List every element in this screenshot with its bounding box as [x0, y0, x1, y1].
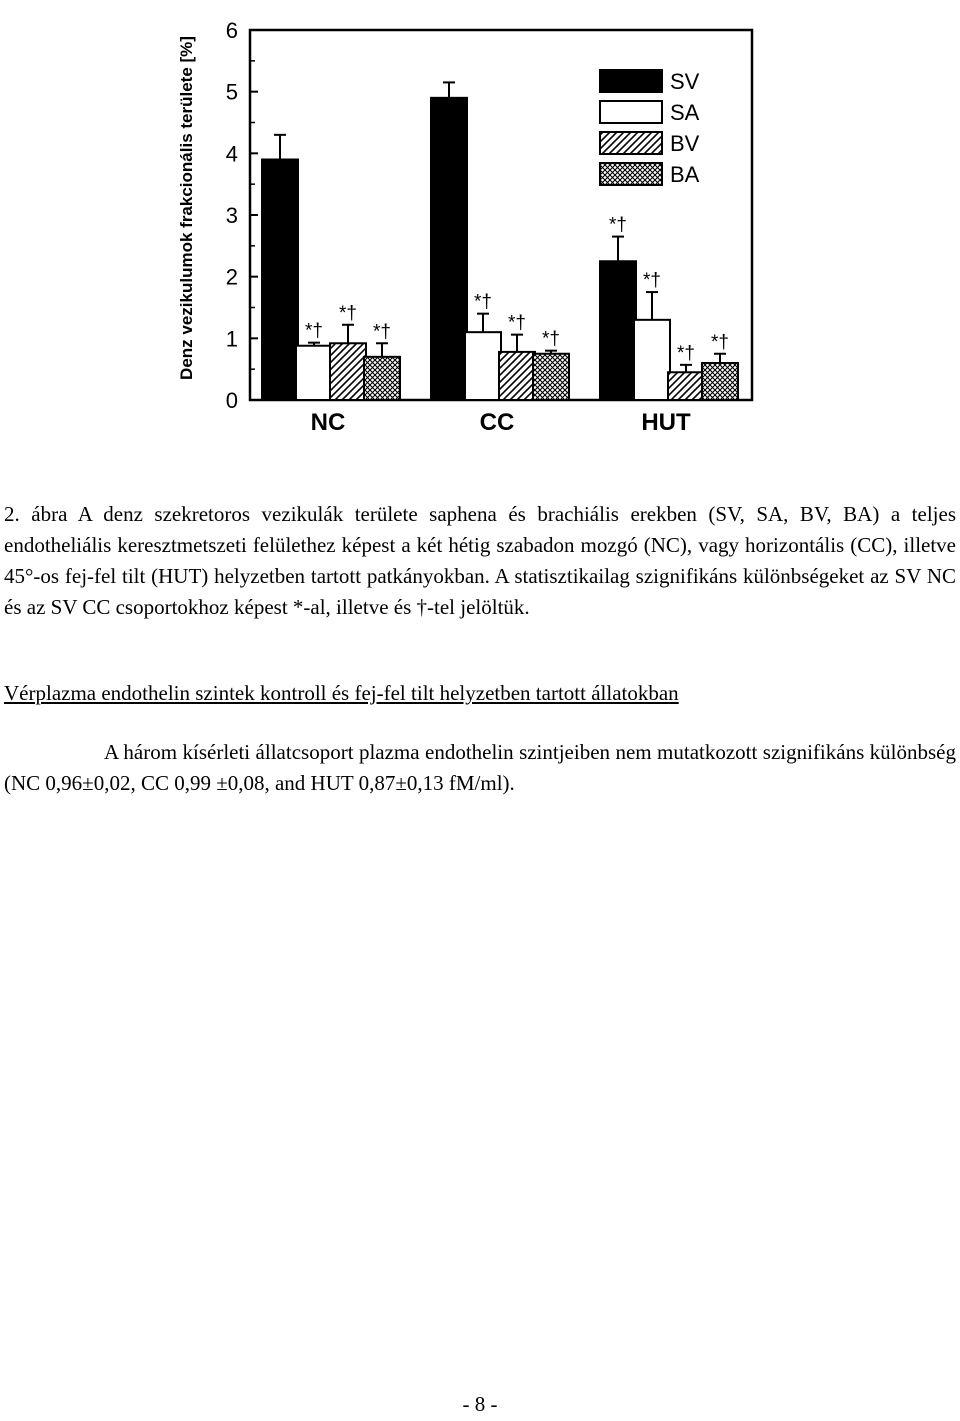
- bar-bv-hut: [668, 372, 704, 400]
- bar-ba-nc: [364, 357, 400, 400]
- bar-bv-nc: [330, 343, 366, 400]
- x-tick-label-hut: HUT: [641, 409, 691, 436]
- significance-mark: *†: [339, 302, 357, 324]
- legend-swatch-sa: [600, 101, 662, 123]
- y-tick-label: 0: [225, 388, 238, 413]
- y-tick-label: 6: [225, 18, 238, 43]
- significance-mark: *†: [508, 312, 526, 334]
- significance-mark: *†: [474, 291, 492, 313]
- bar-ba-hut: [702, 363, 738, 400]
- legend-label-sv: SV: [670, 69, 700, 94]
- legend-label-bv: BV: [670, 131, 700, 156]
- significance-mark: *†: [305, 320, 323, 342]
- significance-mark: *†: [609, 214, 627, 236]
- y-tick-label: 3: [225, 203, 238, 228]
- legend-swatch-ba: [600, 163, 662, 185]
- bar-sa-hut: [634, 320, 670, 400]
- body-paragraph: A három kísérleti állatcsoport plazma endothelin szintjeiben nem mutatkozott szignifikáns különbség (NC 0,96±0,02, CC 0,99 ±0,08, and HUT 0,87±0,13 fM/ml).: [4, 740, 956, 795]
- significance-mark: *†: [711, 331, 729, 353]
- bar-chart: [0, 0, 960, 450]
- bar-ba-cc: [533, 354, 569, 400]
- legend-label-ba: BA: [670, 162, 700, 187]
- bar-bv-cc: [499, 352, 535, 400]
- y-axis-label: Denz vezikulumok frakcionális területe [%]: [177, 36, 196, 380]
- legend-label-sa: SA: [670, 100, 700, 125]
- bar-sv-hut: [600, 261, 636, 400]
- y-tick-label: 5: [225, 79, 238, 105]
- chart-svg: [0, 0, 960, 450]
- section-heading: Vérplazma endothelin szintek kontroll és fej-fel tilt helyzetben tartott állatokban: [4, 681, 679, 705]
- legend-swatch-bv: [600, 132, 662, 154]
- page-number: - 8 -: [462, 1392, 498, 1416]
- bar-sv-nc: [262, 160, 298, 401]
- bar-sa-cc: [465, 332, 501, 400]
- bar-sv-cc: [431, 98, 467, 400]
- y-tick-label: 4: [225, 141, 238, 167]
- significance-mark: *†: [643, 270, 661, 292]
- y-tick-label: 2: [225, 264, 238, 290]
- x-tick-label-cc: CC: [479, 409, 515, 436]
- significance-mark: *†: [542, 328, 560, 350]
- significance-mark: *†: [677, 342, 695, 364]
- significance-mark: *†: [373, 321, 391, 343]
- bar-sa-nc: [296, 346, 332, 400]
- x-tick-label-nc: NC: [310, 409, 346, 436]
- figure-caption: 2. ábra A denz szekretoros vezikulák területe saphena és brachiális erekben (SV, SA, BV, BA) a teljes endotheliális keresztmetszeti felülethez képest a két hétig szabadon mozgó (NC), vagy horizontális (CC), illetve 45°-os fej-fel tilt (HUT) helyzetben tartott patkányokban. A statisztikailag szignifikáns különbségeket az SV NC és az SV CC csoportokhoz képest *-al, illetve és †-tel jelöltük.: [4, 502, 956, 619]
- legend-swatch-sv: [600, 70, 662, 92]
- y-tick-label: 1: [225, 326, 238, 352]
